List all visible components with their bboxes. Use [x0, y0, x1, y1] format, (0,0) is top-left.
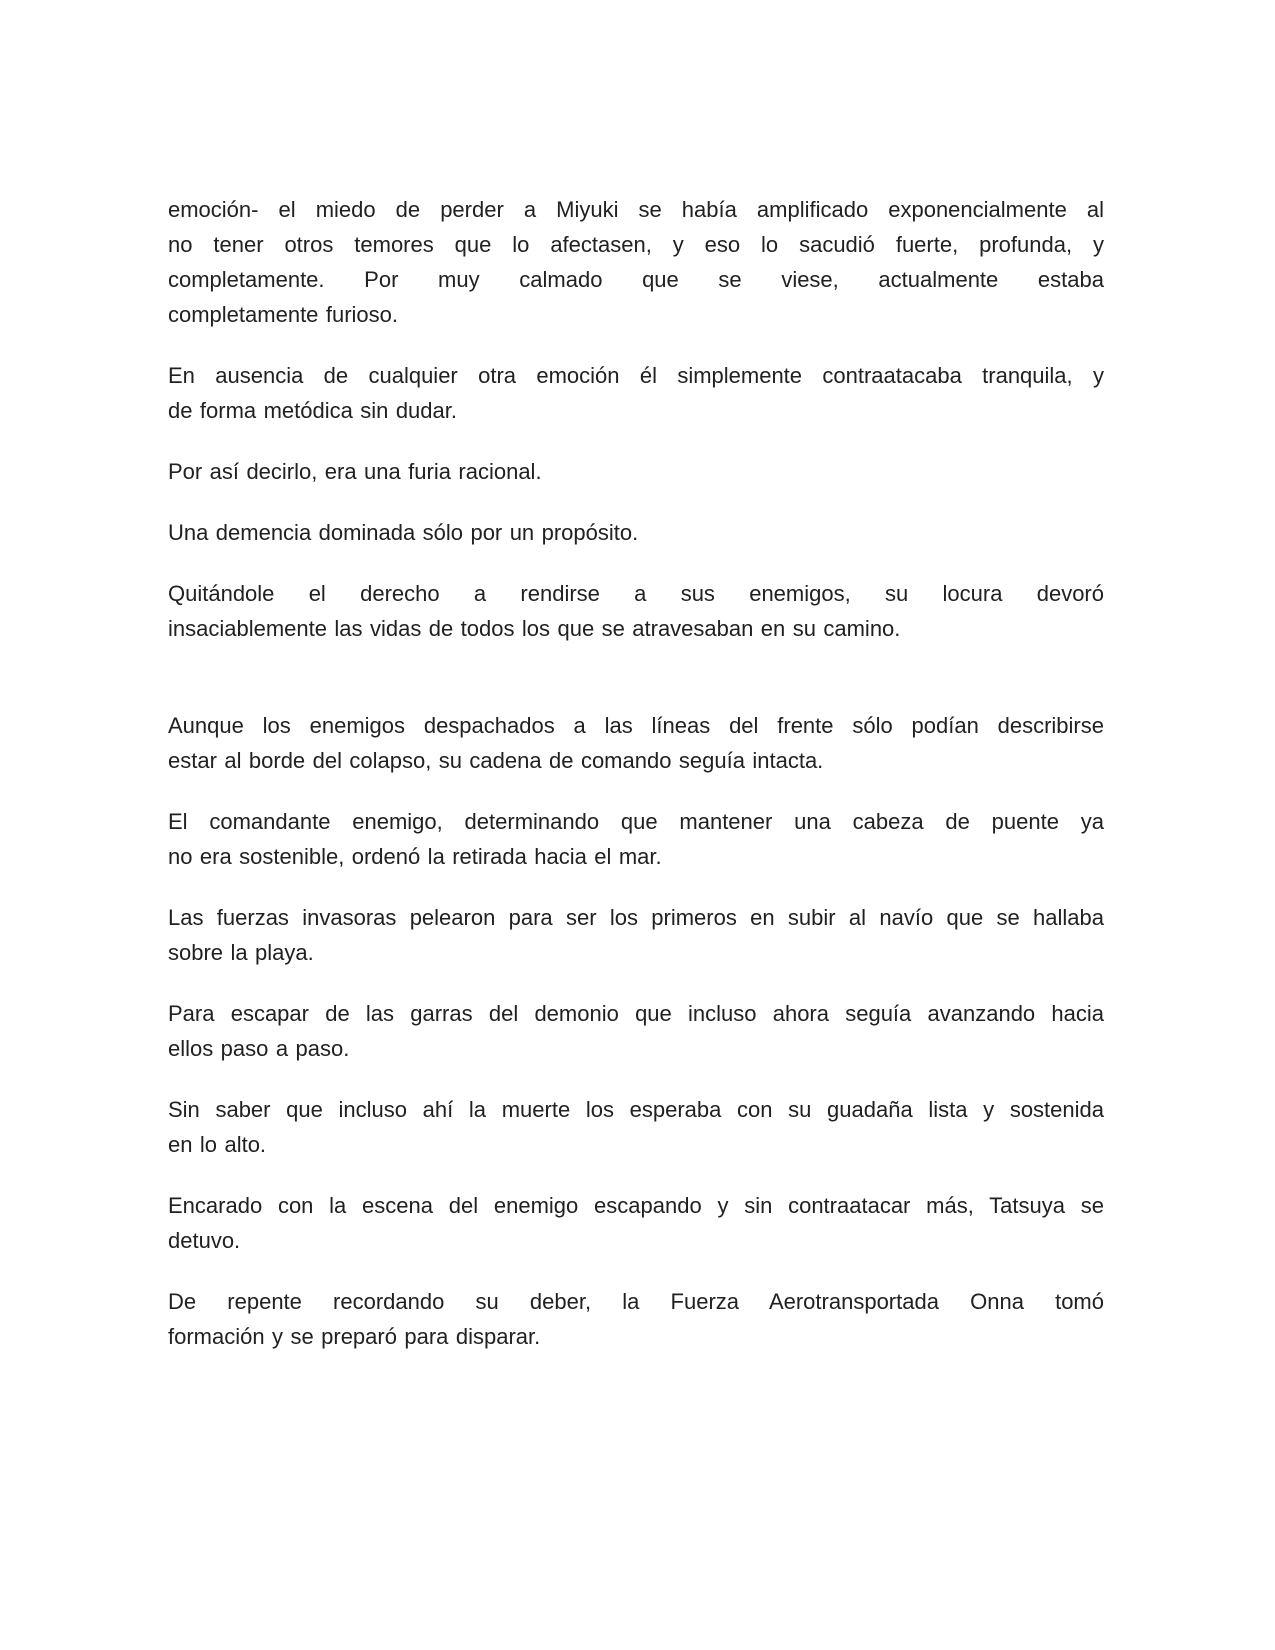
text-line: completamente. Por muy calmado que se viese, actualmente estaba	[168, 267, 1104, 292]
text-line: en lo alto.	[168, 1132, 267, 1157]
text-line: Una demencia dominada sólo por un propósito.	[168, 520, 639, 545]
text-line: El comandante enemigo, determinando que mantener una cabeza de puente ya	[168, 809, 1104, 834]
text-line: no tener otros temores que lo afectasen, y eso lo sacudió fuerte, profunda, y	[168, 232, 1104, 257]
text-line: Para escapar de las garras del demonio que incluso ahora seguía avanzando hacia	[168, 1001, 1104, 1026]
paragraph	[168, 1188, 1104, 1258]
paragraph	[168, 1092, 1104, 1162]
paragraph	[168, 454, 1104, 489]
paragraph	[168, 1284, 1104, 1354]
text-line: detuvo.	[168, 1228, 241, 1253]
text-line: formación y se preparó para disparar.	[168, 1324, 541, 1349]
text-line: Encarado con la escena del enemigo escapando y sin contraatacar más, Tatsuya se	[168, 1193, 1104, 1218]
text-line: ellos paso a paso.	[168, 1036, 350, 1061]
text-line: De repente recordando su deber, la Fuerza Aerotransportada Onna tomó	[168, 1289, 1104, 1314]
paragraph	[168, 996, 1104, 1066]
text-line: no era sostenible, ordenó la retirada hacia el mar.	[168, 844, 662, 869]
text-line: estar al borde del colapso, su cadena de comando seguía intacta.	[168, 748, 824, 773]
paragraph	[168, 515, 1104, 550]
text-content	[168, 192, 1104, 1380]
text-line: En ausencia de cualquier otra emoción él simplemente contraatacaba tranquila, y	[168, 363, 1104, 388]
text-line: Las fuerzas invasoras pelearon para ser los primeros en subir al navío que se hallaba	[168, 905, 1104, 930]
text-line: insaciablemente las vidas de todos los que se atravesaban en su camino.	[168, 616, 901, 641]
paragraph	[168, 900, 1104, 970]
text-line: emoción- el miedo de perder a Miyuki se había amplificado exponencialmente al	[168, 197, 1104, 222]
paragraph	[168, 358, 1104, 428]
text-line: Quitándole el derecho a rendirse a sus enemigos, su locura devoró	[168, 581, 1104, 606]
paragraph	[168, 192, 1104, 332]
paragraph	[168, 576, 1104, 646]
text-line: Por así decirlo, era una furia racional.	[168, 459, 542, 484]
paragraph	[168, 708, 1104, 778]
paragraph	[168, 804, 1104, 874]
text-line: de forma metódica sin dudar.	[168, 398, 457, 423]
section-break	[168, 672, 1104, 708]
text-line: Sin saber que incluso ahí la muerte los esperaba con su guadaña lista y sostenida	[168, 1097, 1104, 1122]
text-line: Aunque los enemigos despachados a las líneas del frente sólo podían describirse	[168, 713, 1104, 738]
text-line: sobre la playa.	[168, 940, 314, 965]
text-line: completamente furioso.	[168, 302, 398, 327]
